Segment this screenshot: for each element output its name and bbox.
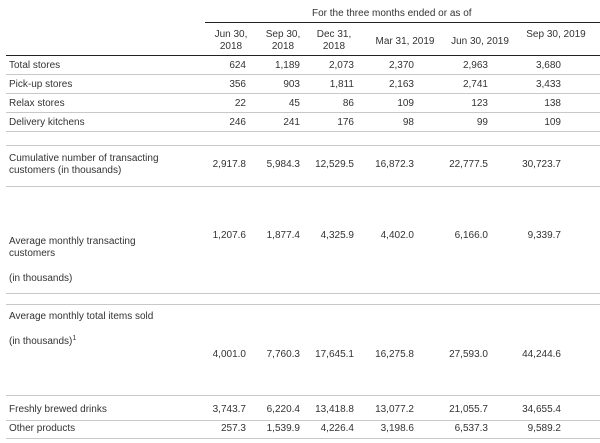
cell-value: 2,917.8 [212, 159, 246, 170]
cell-value: 22,777.5 [449, 159, 488, 170]
row-divider [6, 304, 600, 305]
cell-value: 5,984.3 [266, 159, 300, 170]
row-divider [6, 93, 600, 94]
footnote-marker: 1 [72, 335, 77, 342]
cell-value: 2,963 [462, 60, 488, 71]
cell-value: 176 [337, 117, 354, 128]
cell-value: 16,275.8 [375, 349, 414, 360]
cell-value: 6,220.4 [266, 404, 300, 415]
cell-value: 13,077.2 [375, 404, 414, 415]
column-header-jun-2019: Jun 30, 2019 [451, 36, 509, 47]
header-rule [6, 55, 600, 56]
cell-value: 356 [229, 79, 246, 90]
cell-value: 624 [229, 60, 246, 71]
cell-value: 2,370 [388, 60, 414, 71]
cell-value: 9,589.2 [527, 423, 561, 434]
cell-value: 9,339.7 [527, 230, 561, 241]
cell-value: 257.3 [220, 423, 246, 434]
column-header-dec-2018: Dec 31, 2018 [316, 29, 352, 52]
row-divider [6, 438, 600, 439]
row-label: Freshly brewed drinks [9, 404, 107, 415]
row-divider [6, 420, 600, 421]
cell-value: 4,001.0 [212, 349, 246, 360]
cell-value: 7,760.3 [266, 349, 300, 360]
cell-value: 30,723.7 [522, 159, 561, 170]
row-label: Delivery kitchens [9, 117, 85, 128]
row-divider [6, 186, 600, 187]
row-divider [6, 74, 600, 75]
cell-value: 3,198.6 [380, 423, 414, 434]
cell-value: 12,529.5 [315, 159, 354, 170]
cell-value: 1,189 [274, 60, 300, 71]
row-label-text: (in thousands) [9, 336, 73, 347]
row-label: Total stores [9, 60, 61, 71]
row-divider [6, 131, 600, 132]
row-divider [6, 112, 600, 113]
cell-value: 1,811 [329, 79, 354, 90]
cell-value: 27,593.0 [449, 349, 488, 360]
column-header-mar-2019: Mar 31, 2019 [375, 36, 435, 47]
cell-value: 2,073 [328, 60, 354, 71]
cell-value: 3,680 [535, 60, 561, 71]
row-label: Pick-up stores [9, 79, 73, 90]
cell-value: 1,539.9 [266, 423, 300, 434]
cell-value: 2,163 [388, 79, 414, 90]
row-divider [6, 395, 600, 396]
cell-value: 22 [234, 98, 246, 109]
cell-value: 4,402.0 [380, 230, 414, 241]
cell-value: 109 [544, 117, 561, 128]
cell-value: 6,537.3 [454, 423, 488, 434]
cell-value: 2,741 [462, 79, 488, 90]
cell-value: 4,226.4 [320, 423, 354, 434]
row-label [9, 336, 76, 348]
cell-value: 903 [283, 79, 300, 90]
cell-value: 99 [476, 117, 488, 128]
cell-value: 4,325.9 [320, 230, 354, 241]
row-divider [6, 293, 600, 294]
cell-value: 34,655.4 [522, 404, 561, 415]
row-label: Average monthly transacting [9, 236, 136, 247]
column-header-jun-2018: Jun 30, 2018 [214, 29, 248, 52]
period-caption: For the three months ended or as of [312, 8, 472, 19]
cell-value: 86 [342, 98, 354, 109]
cell-value: 16,872.3 [375, 159, 414, 170]
row-label: customers (in thousands) [9, 165, 122, 176]
row-label: Average monthly total items sold [9, 311, 154, 322]
cell-value: 138 [544, 98, 561, 109]
row-divider [6, 145, 600, 146]
cell-value: 3,433 [535, 79, 561, 90]
cell-value: 3,743.7 [212, 404, 246, 415]
row-label: Other products [9, 423, 76, 434]
cell-value: 1,207.6 [212, 230, 246, 241]
row-label: Cumulative number of transacting [9, 153, 159, 164]
cell-value: 21,055.7 [449, 404, 488, 415]
row-label: (in thousands) [9, 273, 73, 284]
cell-value: 44,244.6 [522, 349, 561, 360]
cell-value: 98 [402, 117, 414, 128]
cell-value: 13,418.8 [315, 404, 354, 415]
cell-value: 1,877.4 [266, 230, 300, 241]
cell-value: 6,166.0 [454, 230, 488, 241]
cell-value: 17,645.1 [315, 349, 354, 360]
row-label: customers [9, 248, 56, 259]
cell-value: 109 [397, 98, 414, 109]
cell-value: 45 [288, 98, 300, 109]
top-rule [205, 22, 600, 23]
cell-value: 123 [471, 98, 488, 109]
cell-value: 246 [229, 117, 246, 128]
column-header-sep-2018: Sep 30, 2018 [265, 29, 301, 52]
row-label: Relax stores [9, 98, 65, 109]
column-header-sep-2019: Sep 30, 2019 [526, 29, 586, 40]
cell-value: 241 [283, 117, 300, 128]
